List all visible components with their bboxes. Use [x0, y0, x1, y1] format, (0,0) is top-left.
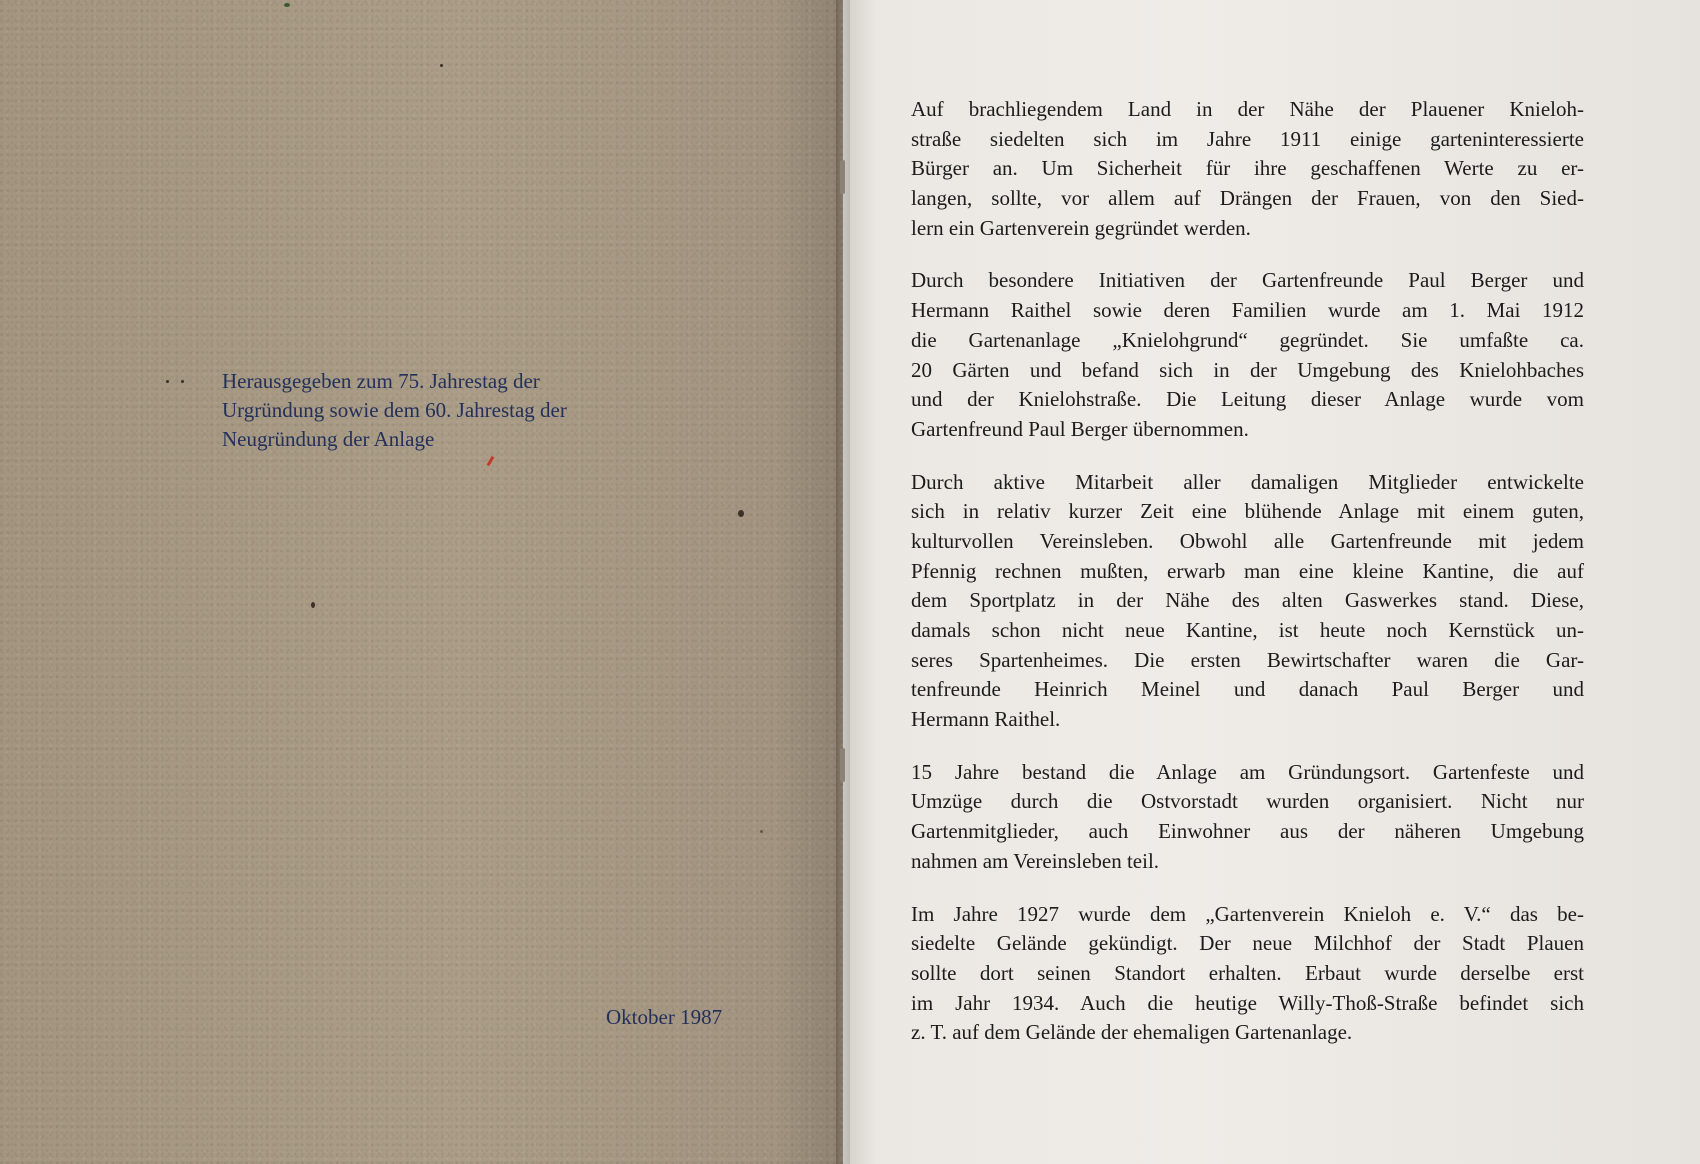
page-speck [738, 510, 744, 517]
text-line: tenfreunde Heinrich Meinel und danach Paul Berger und [911, 677, 1584, 702]
dedication-line: Neugründung der Anlage [222, 427, 435, 451]
text-line: straße siedelten sich im Jahre 1911 einige garteninteressierte [911, 126, 1584, 151]
text-line: sollte dort seinen Standort erhalten. Erbaut wurde derselbe erst [911, 960, 1584, 985]
text-line: dem Sportplatz in der Nähe des alten Gaswerkes stand. Diese, [911, 588, 1584, 613]
paragraph [911, 758, 1584, 877]
text-line: siedelte Gelände gekündigt. Der neue Milchhof der Stadt Plauen [911, 931, 1584, 956]
text-line: Auf brachliegendem Land in der Nähe der Plauener Knieloh- [911, 97, 1584, 121]
text-line: und der Knielohstraße. Die Leitung dieser Anlage wurde vom [911, 387, 1584, 412]
dedication-line: Herausgegeben zum 75. Jahrestag der [222, 369, 540, 393]
page-speck [181, 380, 184, 383]
page-speck [284, 3, 290, 7]
page-speck [311, 602, 315, 608]
text-line: kulturvollen Vereinsleben. Obwohl alle Gartenfreunde mit jedem [911, 528, 1584, 553]
text-line: Bürger an. Um Sicherheit für ihre geschaffenen Werte zu er- [911, 156, 1584, 181]
text-line: Gartenmitglieder, auch Einwohner aus der näheren Umgebung [911, 819, 1584, 844]
dedication-text [222, 367, 692, 454]
staple [840, 748, 845, 782]
paragraph [911, 266, 1584, 444]
text-line: Pfennig rechnen mußten, erwarb man eine kleine Kantine, die auf [911, 558, 1584, 583]
text-line: 15 Jahre bestand die Anlage am Gründungsort. Gartenfeste und [911, 759, 1584, 784]
page-speck [440, 64, 443, 67]
text-line: lern ein Gartenverein gegründet werden. [911, 215, 1251, 240]
dedication-line: Urgründung sowie dem 60. Jahrestag der [222, 398, 567, 422]
page-speck [166, 380, 169, 383]
history-text [911, 95, 1584, 1071]
left-page [0, 0, 843, 1164]
staple [840, 160, 845, 194]
text-line: Gartenfreund Paul Berger übernommen. [911, 416, 1249, 441]
text-line: langen, sollte, vor allem auf Drängen der Frauen, von den Sied- [911, 186, 1584, 211]
text-line: 20 Gärten und befand sich in der Umgebung des Knielohbaches [911, 357, 1584, 382]
text-line: z. T. auf dem Gelände der ehemaligen Gartenanlage. [911, 1020, 1353, 1045]
publication-date: Oktober 1987 [606, 1005, 723, 1029]
paragraph [911, 468, 1584, 735]
text-line: die Gartenanlage „Knielohgrund“ gegründet. Sie umfaßte ca. [911, 327, 1584, 352]
paragraph [911, 95, 1584, 243]
text-line: Umzüge durch die Ostvorstadt wurden organisiert. Nicht nur [911, 789, 1584, 814]
text-line: sich in relativ kurzer Zeit eine blühende Anlage mit einem guten, [911, 499, 1584, 524]
text-line: Hermann Raithel. [911, 707, 1061, 732]
text-line: nahmen am Vereinsleben teil. [911, 848, 1160, 873]
text-line: im Jahr 1934. Auch die heutige Willy-Thoß-Straße befindet sich [911, 990, 1584, 1015]
text-line: Durch besondere Initiativen der Gartenfreunde Paul Berger und [911, 268, 1584, 293]
text-line: seres Spartenheimes. Die ersten Bewirtschafter waren die Gar- [911, 647, 1584, 672]
red-ink-mark [487, 456, 495, 466]
text-line: Durch aktive Mitarbeit aller damaligen Mitglieder entwickelte [911, 469, 1584, 494]
page-speck [760, 830, 763, 833]
text-line: Hermann Raithel sowie deren Familien wurde am 1. Mai 1912 [911, 298, 1584, 323]
text-line: Im Jahre 1927 wurde dem „Gartenverein Knieloh e. V.“ das be- [911, 901, 1584, 926]
paragraph [911, 900, 1584, 1048]
text-line: damals schon nicht neue Kantine, ist heute noch Kernstück un- [911, 618, 1584, 642]
